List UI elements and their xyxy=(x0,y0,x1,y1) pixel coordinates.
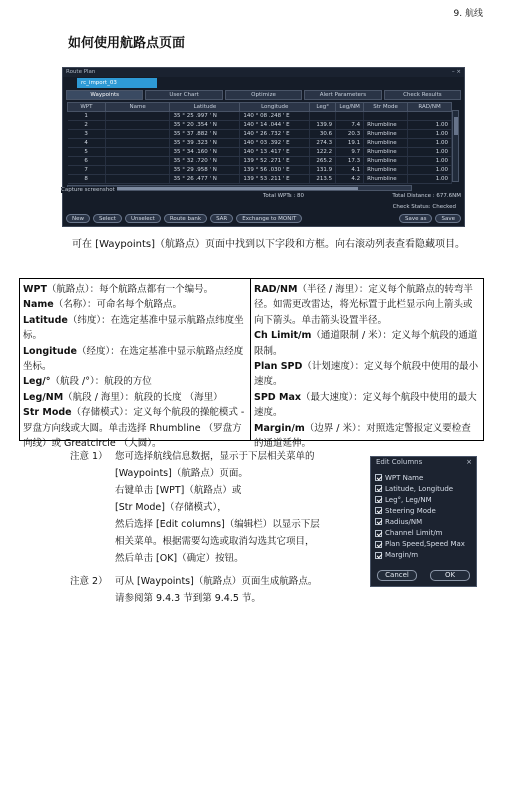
table-row[interactable] xyxy=(68,112,452,121)
checkbox-label: Margin/m xyxy=(385,551,419,560)
cell-str-mode: Rhumbline xyxy=(364,157,408,166)
cell-latitude: 35 ° 39 .323 ' N xyxy=(170,139,240,148)
cell-leg-deg: 274.3 xyxy=(310,139,336,148)
column-longitude[interactable]: Longitude xyxy=(240,103,310,112)
note-line: 然后选择 [Edit columns]（编辑栏）以显示下层 xyxy=(115,519,320,530)
cell-leg-nm: 9.7 xyxy=(336,148,364,157)
horizontal-scrollbar[interactable] xyxy=(67,185,412,191)
cell-rad-nm: 1.00 xyxy=(408,157,452,166)
cell-longitude: 140 ° 14 .044 ' E xyxy=(240,121,310,130)
cell-leg-deg: 213.5 xyxy=(310,175,336,184)
cell-latitude: 35 ° 25 .997 ' N xyxy=(170,112,240,121)
cell-longitude: 140 ° 13 .417 ' E xyxy=(240,148,310,157)
definition-term: Longitude xyxy=(23,345,77,357)
ok-button[interactable]: OK xyxy=(430,570,470,581)
cell-longitude: 139 ° 53 .211 ' E xyxy=(240,175,310,184)
checkbox-label: Latitude, Longitude xyxy=(385,484,454,493)
definition-item xyxy=(23,374,247,389)
column-name[interactable]: Name xyxy=(105,103,170,112)
definition-text: （航段 /°）：航段的方位 xyxy=(50,376,152,388)
note-line: [Str Mode]（存储模式）， xyxy=(115,502,227,513)
checkbox-checked-icon[interactable] xyxy=(375,552,382,559)
definition-item xyxy=(23,297,247,312)
total-wpts-value: 80 xyxy=(297,193,305,199)
definition-text: （航段 / 海里）：航段的长度 （海里） xyxy=(63,391,223,403)
cell-wpt: 2 xyxy=(68,121,106,130)
column-str-mode[interactable]: Str Mode xyxy=(364,103,408,112)
table-row[interactable] xyxy=(68,130,452,139)
waypoint-table xyxy=(67,102,452,184)
definition-term: WPT xyxy=(23,284,47,295)
cell-leg-deg: 265.2 xyxy=(310,157,336,166)
cell-longitude: 140 ° 03 .392 ' E xyxy=(240,139,310,148)
total-wpts-label: Total WPTs : xyxy=(263,193,296,199)
cell-rad-nm: 1.00 xyxy=(408,148,452,157)
note-line: 相关菜单。根据需要勾选或取消勾选其它项目， xyxy=(115,536,315,547)
dialog-buttons xyxy=(377,570,470,581)
tab-check-results[interactable]: Check Results xyxy=(384,90,461,100)
note-line: [Waypoints]（航路点）页面。 xyxy=(115,468,248,479)
definitions-box xyxy=(19,278,484,450)
notes-section xyxy=(70,448,360,607)
cell-leg-deg: 122.2 xyxy=(310,148,336,157)
definition-item xyxy=(23,313,247,344)
definition-item xyxy=(23,344,247,375)
definition-term: Leg/° xyxy=(23,376,51,388)
dialog-title-bar xyxy=(371,457,476,468)
route-name[interactable]: rc_import_03 xyxy=(77,78,157,88)
definition-item xyxy=(254,359,480,390)
cell-str-mode xyxy=(364,112,408,121)
note-line: 然后单击 [OK]（确定）按钮。 xyxy=(115,553,244,564)
cell-rad-nm: 1.00 xyxy=(408,130,452,139)
definition-item xyxy=(23,282,247,297)
cell-name xyxy=(105,130,170,139)
total-distance-label: Total Distance : xyxy=(392,193,435,199)
check-status: Check Status: Checked xyxy=(392,204,456,210)
button-spacer xyxy=(305,214,396,223)
definition-term: Margin/m xyxy=(254,422,305,434)
cell-leg-nm: 20.3 xyxy=(336,130,364,139)
tab-alert-parameters[interactable]: Alert Parameters xyxy=(304,90,381,100)
route-plan-buttons xyxy=(66,214,461,223)
hscroll-thumb[interactable] xyxy=(96,187,358,190)
checkbox-label: Radius/NM xyxy=(385,517,423,526)
definition-text: （边界 / 米）：对照选定警报定义要检查的通道延伸。 xyxy=(254,422,471,450)
checkbox-item[interactable] xyxy=(375,516,465,527)
cell-name xyxy=(105,121,170,130)
checkbox-checked-icon[interactable] xyxy=(375,485,382,492)
definition-text: （存储模式）：定义每个航段的操舵模式 - 罗盘方向线或大圆。单击选择 Rhumbline （罗盘方向线）或 Greatcircle （大圆）。 xyxy=(23,407,245,450)
save-button[interactable]: Save xyxy=(435,214,461,223)
route-totals xyxy=(263,193,461,199)
edit-columns-dialog xyxy=(370,456,477,587)
cell-str-mode: Rhumbline xyxy=(364,121,408,130)
checkbox-checked-icon[interactable] xyxy=(375,474,382,481)
cell-name xyxy=(105,175,170,184)
note-line: 可从 [Waypoints]（航路点）页面生成航路点。 xyxy=(115,576,318,587)
definition-text: （航路点）：每个航路点都有一个编号。 xyxy=(46,284,214,295)
cell-longitude: 139 ° 56 .030 ' E xyxy=(240,166,310,175)
definition-term: Plan SPD xyxy=(254,361,303,373)
cell-str-mode: Rhumbline xyxy=(364,166,408,175)
cell-name xyxy=(105,139,170,148)
definition-text: （计划速度）：定义每个航段中使用的最小速度。 xyxy=(254,361,479,388)
total-distance xyxy=(392,193,461,199)
exchange-to-monit-button[interactable]: Exchange to MONIT xyxy=(236,214,302,223)
definition-text: （通道限制 / 米）：定义每个航段的通道限制。 xyxy=(254,330,478,357)
definition-term: Ch Limit/m xyxy=(254,330,312,342)
total-wpts xyxy=(263,193,304,199)
cell-str-mode: Rhumbline xyxy=(364,175,408,184)
definitions-left-column xyxy=(20,279,251,450)
checkbox-label: Leg°, Leg/NM xyxy=(385,495,432,504)
definition-item xyxy=(254,421,480,452)
route-bank-button[interactable]: Route bank xyxy=(164,214,207,223)
definition-text: （纬度）：在选定基准中显示航路点纬度坐标。 xyxy=(23,314,244,342)
page-title: 如何使用航路点页面 xyxy=(68,36,186,51)
cancel-button[interactable]: Cancel xyxy=(377,570,417,581)
cell-wpt: 7 xyxy=(68,166,106,175)
table-row[interactable] xyxy=(68,166,452,175)
cell-latitude: 35 ° 32 .720 ' N xyxy=(170,157,240,166)
cell-latitude: 35 ° 20 .354 ' N xyxy=(170,121,240,130)
tab-user-chart[interactable]: User Chart xyxy=(145,90,222,100)
cell-latitude: 35 ° 29 .958 ' N xyxy=(170,166,240,175)
cell-rad-nm: 1.00 xyxy=(408,166,452,175)
cell-str-mode: Rhumbline xyxy=(364,130,408,139)
definition-term: Str Mode xyxy=(23,407,72,419)
note-label: 注意 1） xyxy=(70,451,108,462)
cell-longitude: 140 ° 08 .248 ' E xyxy=(240,112,310,121)
cell-longitude: 139 ° 52 .271 ' E xyxy=(240,157,310,166)
column-leg-nm[interactable]: Leg/NM xyxy=(336,103,364,112)
definition-text: （半径 / 海里）：定义每个航路点的转弯半径。如需更改雷达，将光标置于此栏显示向上箭头或向下箭头。单击箭头设置半径。 xyxy=(254,284,473,326)
checkbox-item[interactable] xyxy=(375,483,465,494)
definition-text: （名称）：可命名每个航路点。 xyxy=(53,299,182,311)
note-label: 注意 2） xyxy=(70,576,108,587)
cell-wpt: 4 xyxy=(68,139,106,148)
cell-leg-deg: 131.9 xyxy=(310,166,336,175)
scroll-thumb[interactable] xyxy=(454,117,458,135)
new-button[interactable]: New xyxy=(66,214,90,223)
chapter-header: 9. 航线 xyxy=(453,9,483,19)
checkbox-label: Steering Mode xyxy=(385,506,436,515)
column-leg-deg[interactable]: Leg° xyxy=(310,103,336,112)
route-plan-tabs xyxy=(66,90,461,100)
cell-name xyxy=(105,148,170,157)
definition-item xyxy=(254,390,480,421)
checkbox-item[interactable] xyxy=(375,494,465,505)
checkbox-checked-icon[interactable] xyxy=(375,541,382,548)
route-plan-titlebar xyxy=(63,68,464,77)
definition-item xyxy=(254,328,480,359)
definition-term: Latitude xyxy=(23,314,68,326)
cell-leg-deg: 139.9 xyxy=(310,121,336,130)
table-row[interactable] xyxy=(68,157,452,166)
cell-rad-nm: 1.00 xyxy=(408,121,452,130)
cell-leg-nm xyxy=(336,112,364,121)
route-plan-window xyxy=(62,67,465,227)
save-as-button[interactable]: Save as xyxy=(399,214,432,223)
column-wpt[interactable]: WPT xyxy=(68,103,106,112)
table-row[interactable] xyxy=(68,175,452,184)
cell-leg-nm: 4.2 xyxy=(336,175,364,184)
cell-wpt: 6 xyxy=(68,157,106,166)
cell-rad-nm xyxy=(408,112,452,121)
checkbox-checked-icon[interactable] xyxy=(375,507,382,514)
definitions-right-column xyxy=(251,279,483,450)
definition-term: RAD/NM xyxy=(254,284,298,295)
cell-latitude: 35 ° 26 .477 ' N xyxy=(170,175,240,184)
cell-longitude: 140 ° 26 .732 ' E xyxy=(240,130,310,139)
table-header-row xyxy=(68,103,452,112)
cell-wpt: 1 xyxy=(68,112,106,121)
dialog-title: Edit Columns xyxy=(376,458,423,466)
cell-leg-nm: 19.1 xyxy=(336,139,364,148)
window-title: Route Plan xyxy=(66,69,96,75)
checkbox-item[interactable] xyxy=(375,472,465,483)
checkbox-checked-icon[interactable] xyxy=(375,530,382,537)
definition-term: Name xyxy=(23,299,54,311)
definition-item xyxy=(254,282,480,328)
note-body xyxy=(115,573,360,607)
cell-latitude: 35 ° 34 .160 ' N xyxy=(170,148,240,157)
checkbox-label: WPT Name xyxy=(385,473,424,482)
cell-wpt: 5 xyxy=(68,148,106,157)
note-line: 您可选择航线信息数据，显示于下层相关菜单的 xyxy=(115,451,315,462)
cell-leg-deg xyxy=(310,112,336,121)
note-2 xyxy=(70,573,360,607)
checkbox-item[interactable] xyxy=(375,527,465,538)
table-row[interactable] xyxy=(68,121,452,130)
column-checkbox-list xyxy=(375,472,465,561)
unselect-button[interactable]: Unselect xyxy=(125,214,161,223)
definition-item xyxy=(23,405,247,451)
checkbox-checked-icon[interactable] xyxy=(375,496,382,503)
note-1 xyxy=(70,448,360,567)
table-row[interactable] xyxy=(68,148,452,157)
note-line: 右键单击 [WPT]（航路点）或 xyxy=(115,485,242,496)
checkbox-checked-icon[interactable] xyxy=(375,518,382,525)
cell-wpt: 8 xyxy=(68,175,106,184)
checkbox-item[interactable] xyxy=(375,505,465,516)
tab-waypoints[interactable]: Waypoints xyxy=(66,90,143,100)
sar-button[interactable]: SAR xyxy=(210,214,233,223)
checkbox-label: Plan Speed,Speed Max xyxy=(385,540,465,549)
cell-latitude: 35 ° 37 .882 ' N xyxy=(170,130,240,139)
checkbox-label: Channel Limit/m xyxy=(385,529,443,538)
cell-wpt: 3 xyxy=(68,130,106,139)
cell-leg-nm: 17.3 xyxy=(336,157,364,166)
vertical-scrollbar[interactable] xyxy=(452,110,459,182)
cell-leg-deg: 30.6 xyxy=(310,130,336,139)
definition-text: （经度）：在选定基准中显示航路点经度坐标。 xyxy=(23,345,244,373)
column-latitude[interactable]: Latitude xyxy=(170,103,240,112)
cell-leg-nm: 4.1 xyxy=(336,166,364,175)
close-icon[interactable]: × xyxy=(466,458,472,466)
checkbox-item[interactable] xyxy=(375,550,465,561)
cell-name xyxy=(105,166,170,175)
definition-term: Leg/NM xyxy=(23,391,64,403)
window-controls[interactable]: – × xyxy=(451,69,461,75)
cell-name xyxy=(105,157,170,166)
checkbox-item[interactable] xyxy=(375,539,465,550)
cell-str-mode: Rhumbline xyxy=(364,139,408,148)
capture-screenshot-label: Capture screenshot xyxy=(61,187,115,193)
cell-rad-nm: 1.00 xyxy=(408,139,452,148)
column-rad-nm[interactable]: RAD/NM xyxy=(408,103,452,112)
cell-rad-nm: 1.00 xyxy=(408,175,452,184)
cell-str-mode: Rhumbline xyxy=(364,148,408,157)
note-body xyxy=(115,448,360,567)
cell-name xyxy=(105,112,170,121)
tab-optimize[interactable]: Optimize xyxy=(225,90,302,100)
definition-term: SPD Max xyxy=(254,391,301,403)
select-button[interactable]: Select xyxy=(93,214,122,223)
note-line: 请参阅第 9.4.3 节到第 9.4.5 节。 xyxy=(115,593,261,604)
total-distance-value: 677.6NM xyxy=(436,193,461,199)
cell-leg-nm: 7.4 xyxy=(336,121,364,130)
definition-item xyxy=(23,390,247,405)
description-text: 可在 [Waypoints]（航路点）页面中找到以下字段和方框。向右滚动列表查看隐藏项目。 xyxy=(72,239,465,250)
table-row[interactable] xyxy=(68,139,452,148)
definition-text: （最大速度）：定义每个航段中使用的最大速度。 xyxy=(254,391,477,419)
